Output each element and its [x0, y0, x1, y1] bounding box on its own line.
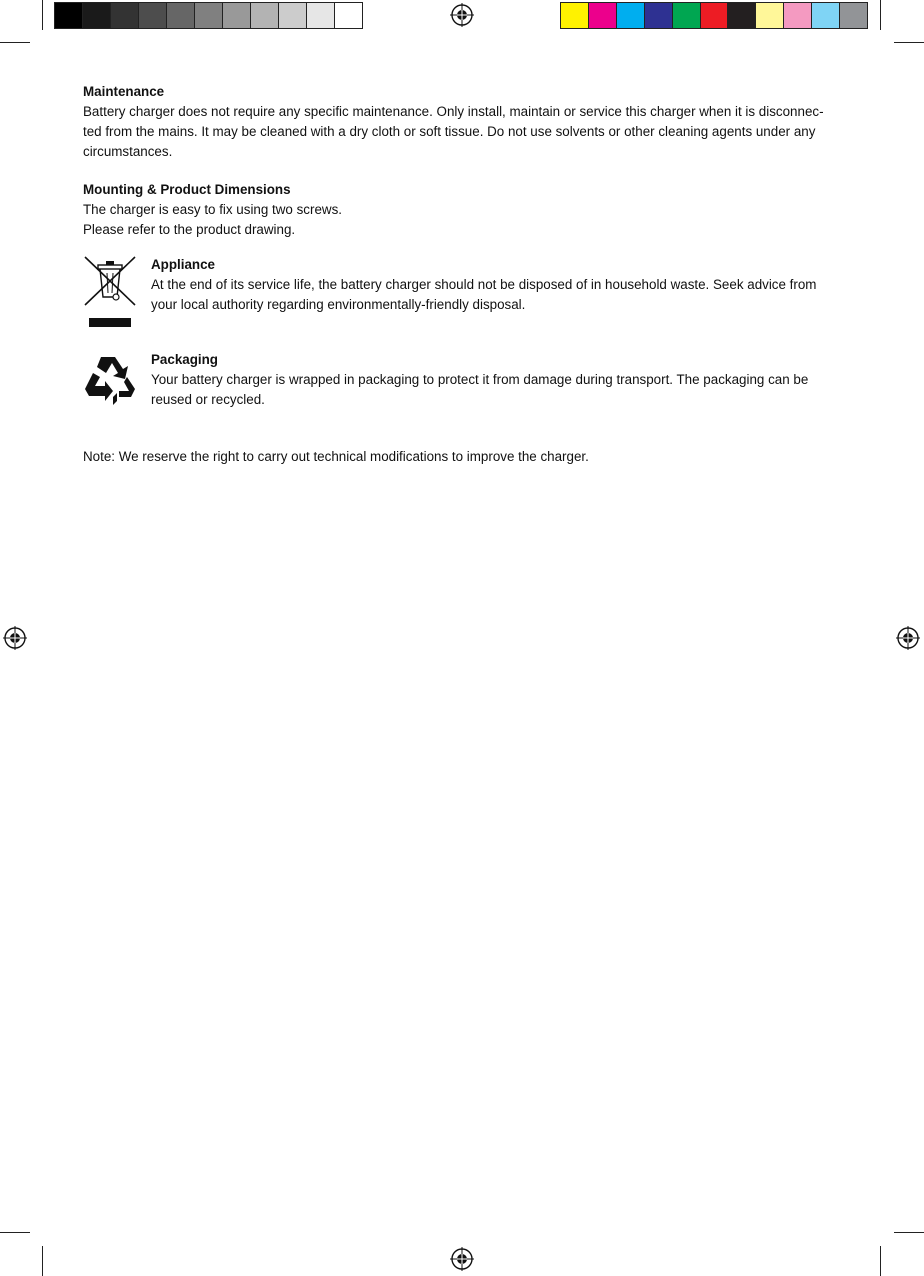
color-swatch — [167, 3, 195, 28]
grayscale-calibration-bar — [54, 2, 363, 29]
registration-mark-icon — [450, 3, 474, 27]
appliance-text — [151, 255, 841, 315]
color-swatch — [55, 3, 83, 28]
color-swatch — [784, 3, 812, 28]
maintenance-text-line: Battery charger does not require any specific maintenance. Only install, maintain or service this charger when it is disconnec- — [83, 104, 824, 119]
appliance-heading: Appliance — [151, 257, 215, 272]
maintenance-heading: Maintenance — [83, 84, 165, 99]
color-swatch — [335, 3, 362, 28]
color-swatch — [111, 3, 139, 28]
color-swatch — [728, 3, 756, 28]
color-swatch — [673, 3, 701, 28]
crop-mark — [0, 1232, 30, 1233]
color-swatch — [812, 3, 840, 28]
crop-mark — [42, 1246, 43, 1276]
color-swatch — [645, 3, 673, 28]
color-swatch — [139, 3, 167, 28]
appliance-text-line: At the end of its service life, the battery charger should not be disposed of in household waste. Seek advice from — [151, 277, 817, 292]
packaging-text-line: Your battery charger is wrapped in packaging to protect it from damage during transport. The packaging can be — [151, 372, 809, 387]
color-swatch — [589, 3, 617, 28]
crop-mark — [0, 42, 30, 43]
color-swatch — [701, 3, 729, 28]
mounting-section — [83, 180, 843, 240]
weee-crossed-bin-icon — [83, 255, 139, 329]
appliance-text-line: your local authority regarding environmentally-friendly disposal. — [151, 297, 526, 312]
document-body — [83, 82, 843, 258]
maintenance-text-line: circumstances. — [83, 144, 173, 159]
color-swatch — [279, 3, 307, 28]
color-swatch — [83, 3, 111, 28]
packaging-heading: Packaging — [151, 352, 218, 367]
packaging-section — [83, 350, 843, 410]
mounting-text-line: The charger is easy to fix using two screws. — [83, 202, 342, 217]
packaging-text — [151, 350, 841, 410]
mounting-heading: Mounting & Product Dimensions — [83, 182, 291, 197]
mounting-text-line: Please refer to the product drawing. — [83, 222, 296, 237]
color-swatch — [223, 3, 251, 28]
crop-mark — [880, 1246, 881, 1276]
color-swatch — [307, 3, 335, 28]
maintenance-text-line: ted from the mains. It may be cleaned with a dry cloth or soft tissue. Do not use solvents or other cleaning agents under any — [83, 124, 816, 139]
color-swatch — [195, 3, 223, 28]
registration-mark-icon — [3, 626, 27, 650]
color-swatch — [561, 3, 589, 28]
appliance-section — [83, 255, 843, 330]
crop-mark — [894, 1232, 924, 1233]
registration-mark-icon — [896, 626, 920, 650]
crop-mark — [894, 42, 924, 43]
color-swatch — [840, 3, 867, 28]
color-swatch — [756, 3, 784, 28]
note-text: Note: We reserve the right to carry out technical modifications to improve the charger. — [83, 449, 589, 464]
registration-mark-icon — [450, 1247, 474, 1271]
crop-mark — [42, 0, 43, 30]
recycle-icon — [83, 353, 141, 409]
color-swatch — [251, 3, 279, 28]
maintenance-section — [83, 82, 843, 162]
color-swatch — [617, 3, 645, 28]
color-calibration-bar — [560, 2, 868, 29]
crop-mark — [880, 0, 881, 30]
packaging-text-line: reused or recycled. — [151, 392, 265, 407]
